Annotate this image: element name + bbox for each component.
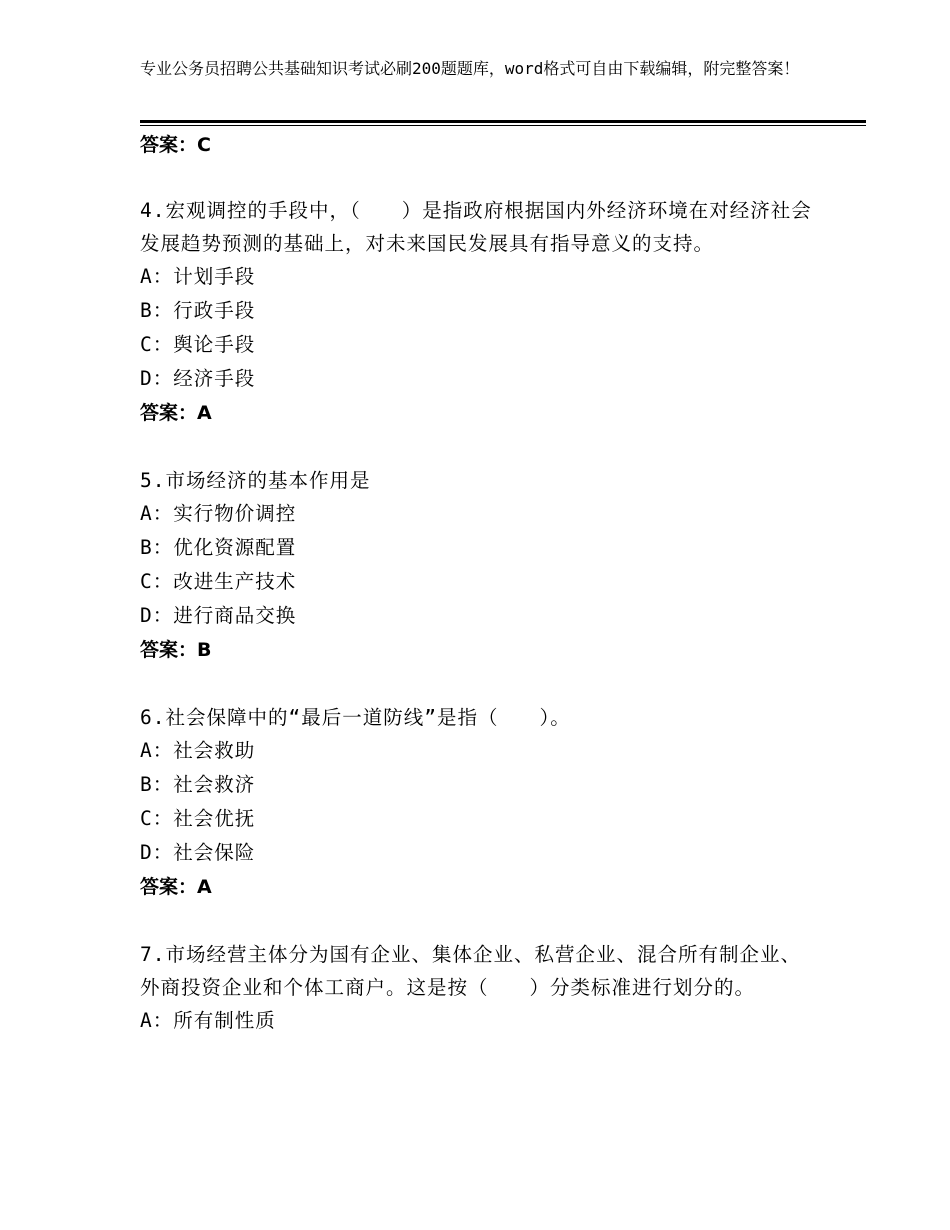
question-5 (140, 464, 820, 667)
header-divider-thin (140, 125, 866, 126)
option-d: D：经济手段 (140, 367, 256, 390)
answer-line: 答案：B (140, 639, 212, 661)
question-4 (140, 194, 820, 430)
option-c: C：改进生产技术 (140, 570, 297, 593)
question-stem: 6.社会保障中的“最后一道防线”是指（ ）。 (140, 706, 571, 729)
page-header: 专业公务员招聘公共基础知识考试必刷200题题库，word格式可自由下载编辑，附完整答案！ (140, 59, 800, 78)
option-b: B：行政手段 (140, 299, 256, 322)
option-d: D：社会保险 (140, 841, 256, 864)
option-b: B：社会救济 (140, 773, 256, 796)
header-divider (140, 120, 866, 123)
option-a: A：计划手段 (140, 265, 256, 288)
option-c: C：社会优抚 (140, 807, 256, 830)
question-stem: 5.市场经济的基本作用是 (140, 469, 371, 492)
option-d: D：进行商品交换 (140, 604, 297, 627)
option-b: B：优化资源配置 (140, 536, 297, 559)
option-a: A：社会救助 (140, 739, 256, 762)
question-6 (140, 701, 820, 904)
option-a: A：实行物价调控 (140, 502, 297, 525)
question-stem: 7.市场经营主体分为国有企业、集体企业、私营企业、混合所有制企业、外商投资企业和个体工商户。这是按（ ）分类标准进行划分的。 (140, 943, 801, 999)
option-c: C：舆论手段 (140, 333, 256, 356)
question-stem: 4.宏观调控的手段中，（ ）是指政府根据国内外经济环境在对经济社会发展趋势预测的基础上，对未来国民发展具有指导意义的支持。 (140, 199, 812, 255)
document-body (140, 128, 820, 1038)
answer-line: 答案：A (140, 876, 212, 898)
question-7 (140, 938, 820, 1038)
answer-line: 答案：C (140, 134, 211, 156)
answer-line: 答案：A (140, 402, 212, 424)
option-a: A：所有制性质 (140, 1009, 276, 1032)
